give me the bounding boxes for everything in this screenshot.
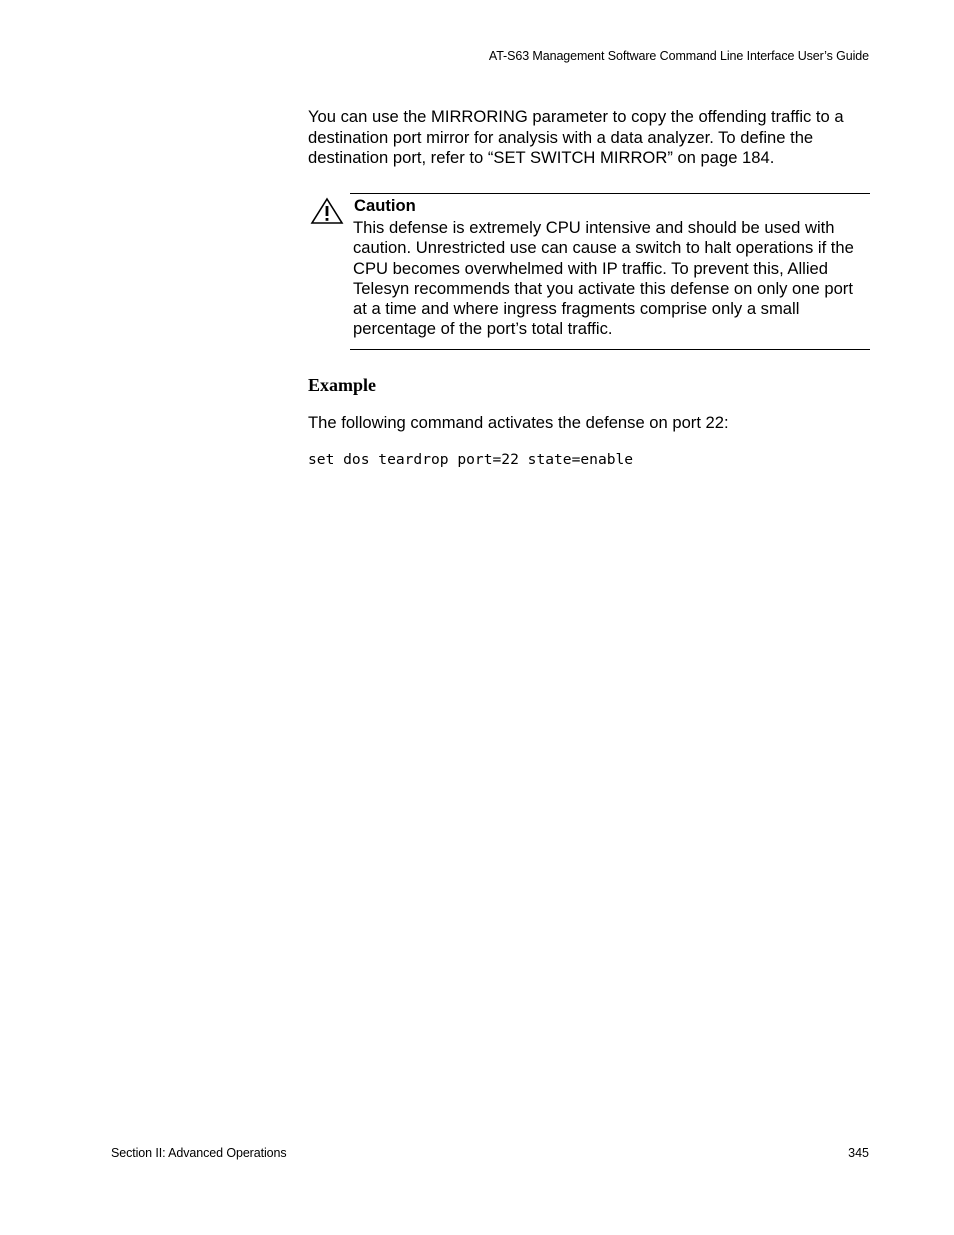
- running-header: AT-S63 Management Software Command Line Interface User’s Guide: [488, 49, 869, 63]
- caution-note: [308, 193, 870, 350]
- example-heading: Example: [308, 375, 377, 395]
- footer-section-title: Section II: Advanced Operations: [111, 1146, 287, 1160]
- example-command: set dos teardrop port=22 state=enable: [308, 451, 634, 468]
- caution-top-rule: [350, 193, 870, 194]
- caution-title: Caution: [354, 196, 416, 215]
- intro-paragraph: You can use the MIRRORING parameter to copy the offending traffic to a destination port mirror for analysis with a data analyzer. To define the destination port, refer to “SET SWITCH MIRROR” on page 184.: [308, 107, 844, 167]
- caution-bottom-rule: [350, 349, 870, 350]
- footer-page-number: 345: [848, 1146, 869, 1160]
- example-intro: The following command activates the defense on port 22:: [308, 413, 729, 432]
- caution-text: This defense is extremely CPU intensive and should be used with caution. Unrestricted use can cause a switch to halt operations if the CPU becomes overwhelmed with IP traffic. To prevent this, Allied Telesyn recommends that you activate this defense on only one port at a time and where ingress fragments comprise only a small percentage of the port’s total traffic.: [353, 218, 854, 339]
- warning-triangle-icon: [310, 197, 344, 225]
